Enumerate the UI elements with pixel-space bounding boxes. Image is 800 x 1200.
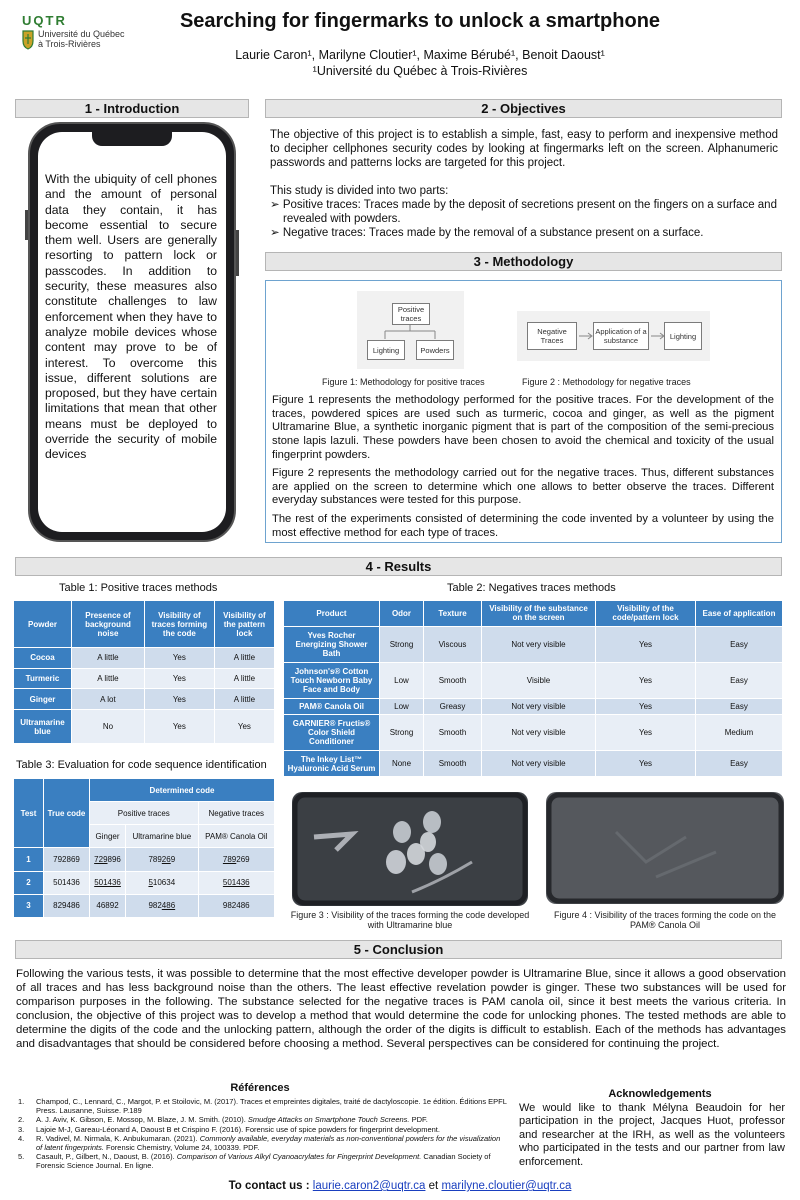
table-cell: Ginger xyxy=(90,825,126,848)
reference-item: 1. Champod, C., Lennard, C., Margot, P. et Stoilovic, M. (2017). Traces et empreintes digitales, traité de dactyloscopie. 1e édition. Éditions EPFL Press. Lausanne, Suisse. P.189 xyxy=(18,1097,507,1116)
table-header-cell: Determined code xyxy=(90,779,275,802)
table-cell: None xyxy=(380,751,424,777)
figure-1-caption: Figure 1: Methodology for positive traces xyxy=(322,377,485,387)
table-cell: Yves Rocher Energizing Shower Bath xyxy=(284,626,380,662)
table-cell: Smooth xyxy=(424,714,482,750)
table-cell: A little xyxy=(214,689,274,710)
section-heading-introduction: 1 - Introduction xyxy=(15,99,249,118)
table-row xyxy=(14,894,275,917)
acknowledgements-title: Acknowledgements xyxy=(608,1088,712,1100)
table-cell: Yes xyxy=(144,710,214,744)
conclusion-text: Following the various tests, it was possible to determine that the most effective developer powder is Ultramarine Blue, since it allows a good observation of all traces and has less background noise than the others. The least effective revelation powder is ginger. These two substances will be used for comparison purposes in the following. The substance selected for the negative traces is PAM canola oil, since it best meets the various criteria. In conclusion, the objective of this project was to develop a method that would determine the code for unlocking phones. The tested methods are able to determine the digits of the code and the unlocking pattern, although the order of the digits is difficult to establish. Each of the methods has advantages and disadvantages that should be considered before choosing a method. Several perspectives can be considered for continuing the project. xyxy=(16,968,786,1050)
table-cell: Low xyxy=(380,663,424,699)
table-cell: Yes xyxy=(596,714,696,750)
table-header-row xyxy=(14,601,275,648)
table-row xyxy=(284,751,783,777)
affiliation: ¹Université du Québec à Trois-Rivières xyxy=(312,64,528,78)
table-cell: 789269 xyxy=(198,848,274,871)
table-cell: Ultramarine blue xyxy=(126,825,198,848)
logo-crest-icon xyxy=(22,30,34,50)
table-row xyxy=(14,668,275,689)
table-cell: Strong xyxy=(380,626,424,662)
table-cell: 829486 xyxy=(44,894,90,917)
table-header-cell: Visibility of the code/pattern lock xyxy=(596,601,696,627)
table-cell: Negative traces xyxy=(198,802,274,825)
table-cell: A little xyxy=(72,648,145,669)
table-header-row xyxy=(14,779,275,802)
table-cell: No xyxy=(72,710,145,744)
phone-power-button xyxy=(236,230,239,276)
flow-box-powders: Powders xyxy=(416,340,454,360)
table-cell: 501436 xyxy=(44,871,90,894)
table-header-cell: Presence of background noise xyxy=(72,601,145,648)
phone-notch xyxy=(92,132,172,146)
table-cell: 792869 xyxy=(44,848,90,871)
list-item: ➢ Negative traces: Traces made by the removal of a substance present on a surface. xyxy=(270,227,704,239)
table-row xyxy=(284,626,783,662)
table-cell: Easy xyxy=(696,626,783,662)
table-header-row xyxy=(284,601,783,627)
table-cell: Smooth xyxy=(424,663,482,699)
table-cell: Easy xyxy=(696,699,783,715)
authors: Laurie Caron¹, Marilyne Cloutier¹, Maxime Bérubé¹, Benoit Daoust¹ xyxy=(235,48,605,62)
table-cell: 789269 xyxy=(126,848,198,871)
table-cell: Johnson's® Cotton Touch Newborn Baby Face and Body xyxy=(284,663,380,699)
poster-title: Searching for fingermarks to unlock a smartphone xyxy=(179,10,661,32)
table-cell: A little xyxy=(214,648,274,669)
table-header-cell: Visibility of traces forming the code xyxy=(144,601,214,648)
table-cell: 1 xyxy=(14,848,44,871)
table-cell: Easy xyxy=(696,663,783,699)
table-cell: Not very visible xyxy=(482,699,596,715)
table-cell: Strong xyxy=(380,714,424,750)
table-header-cell: Powder xyxy=(14,601,72,648)
table-cell: Yes xyxy=(596,751,696,777)
logo-line1: Université du Québec xyxy=(38,29,125,39)
reference-item: 3. Lajoie M-J, Gareau-Léonard A, Daoust B et Crispino F. (2016). Forensic use of spice powders for fingerprint development. xyxy=(18,1124,440,1134)
reference-item: 4. R. Vadivel, M. Nirmala, K. Anbukumaran. (2021). Commonly available, everyday materials as non-conventional powders for the visualization of latent fingerprints. Forensic Chemistry, Volume 24, 100339. PDF. xyxy=(18,1133,501,1153)
table-cell: 982486 xyxy=(126,894,198,917)
flow-box-application: Application of a substance xyxy=(593,322,649,350)
figure-3-fingermarks xyxy=(292,792,528,906)
section-heading-conclusion: 5 - Conclusion xyxy=(15,940,782,959)
table-cell: Yes xyxy=(596,626,696,662)
figure-3-caption: Figure 3 : Visibility of the traces forming the code developed with Ultramarine blue xyxy=(290,910,530,930)
logo-text xyxy=(38,29,125,49)
table-cell: Yes xyxy=(144,648,214,669)
table-cell: 2 xyxy=(14,871,44,894)
table-cell: Ginger xyxy=(14,689,72,710)
objectives-list xyxy=(270,198,778,240)
phone-side-button xyxy=(25,210,28,240)
figure-4-oil-screen xyxy=(546,792,784,904)
table-cell: A lot xyxy=(72,689,145,710)
table-cell: Turmeric xyxy=(14,668,72,689)
methodology-paragraph-3: The rest of the experiments consisted of determining the code invented by a volunteer by using the most effective method for each type of traces. xyxy=(272,513,774,539)
table-3-caption: Table 3: Evaluation for code sequence identification xyxy=(16,759,267,771)
table-row xyxy=(14,648,275,669)
table-2-caption: Table 2: Negatives traces methods xyxy=(447,582,616,594)
table-cell: 46892 xyxy=(90,894,126,917)
table-cell: PAM® Canola Oil xyxy=(284,699,380,715)
acknowledgements-text: We would like to thank Mélyna Beaudoin for her participation in the project, Jacques Huot, professor and researcher at the IRH, as well as the volunteers who participated in the tests and our partner from law enforcement. xyxy=(519,1102,785,1168)
section-heading-methodology: 3 - Methodology xyxy=(265,252,782,271)
logo-line2: à Trois-Rivières xyxy=(38,39,101,49)
section-heading-objectives: 2 - Objectives xyxy=(265,99,782,118)
table-cell: Yes xyxy=(596,699,696,715)
table-cell: Visible xyxy=(482,663,596,699)
section-heading-results: 4 - Results xyxy=(15,557,782,576)
table-header-cell: Odor xyxy=(380,601,424,627)
table-cell: 982486 xyxy=(198,894,274,917)
table-cell: Yes xyxy=(144,668,214,689)
table-header-cell: Ease of application xyxy=(696,601,783,627)
table-cell: Easy xyxy=(696,751,783,777)
table-cell: 501436 xyxy=(198,871,274,894)
table-row xyxy=(14,871,275,894)
table-cell: Yes xyxy=(596,663,696,699)
references-list xyxy=(18,1097,508,1171)
table-cell: Viscous xyxy=(424,626,482,662)
contact-line xyxy=(150,1180,650,1192)
email-link-2[interactable]: marilyne.cloutier@uqtr.ca xyxy=(441,1180,572,1192)
table-header-cell: True code xyxy=(44,779,90,848)
table-cell: Greasy xyxy=(424,699,482,715)
logo-wordmark: UQTR xyxy=(22,13,67,28)
table-row xyxy=(14,689,275,710)
table-row xyxy=(14,710,275,744)
table-cell: Yes xyxy=(214,710,274,744)
table-cell: A little xyxy=(72,668,145,689)
table-code-identification xyxy=(13,778,275,918)
table-cell: Not very visible xyxy=(482,626,596,662)
email-link-1[interactable]: laurie.caron2@uqtr.ca xyxy=(312,1180,426,1192)
table-header-cell: Visibility of the substance on the screen xyxy=(482,601,596,627)
flow-box-positive-traces: Positive traces xyxy=(392,303,430,325)
table-1-caption: Table 1: Positive traces methods xyxy=(59,582,218,594)
introduction-text: With the ubiquity of cell phones and the amount of personal data they contain, it has become essential to secure them well. Users are generally resorting to pattern lock or passcodes. In addition to security, these measures also constitute challenges to law enforcement when they have to analyze mobile devices whose content may prove to be of interest. To overcome this issue, different solutions are proposed, but they have certain limitations that mean that other means must be deployed to override the security of mobile devices xyxy=(45,172,217,462)
figure-2-caption: Figure 2 : Methodology for negative traces xyxy=(522,377,691,387)
table-cell: Positive traces xyxy=(90,802,199,825)
table-cell: Ultramarine blue xyxy=(14,710,72,744)
flow-box-lighting: Lighting xyxy=(367,340,405,360)
table-cell: Not very visible xyxy=(482,751,596,777)
table-cell: 729896 xyxy=(90,848,126,871)
table-header-cell: Product xyxy=(284,601,380,627)
uqtr-logo xyxy=(22,13,86,28)
table-header-cell: Texture xyxy=(424,601,482,627)
reference-item: 2. A. J. Aviv, K. Gibson, E. Mossop, M. Blaze, J. M. Smith. (2010). Smudge Attacks on Smartphone Touch Screens. PDF. xyxy=(18,1115,428,1125)
table-cell: Cocoa xyxy=(14,648,72,669)
flow-box-negative-traces: Negative Traces xyxy=(527,322,577,350)
figure-4-caption: Figure 4 : Visibility of the traces forming the code on the PAM® Canola Oil xyxy=(554,910,776,930)
objectives-paragraph: The objective of this project is to establish a simple, fast, easy to perform and inexpensive method to decipher cellphones security codes by looking at fingermarks left on the screen. Alphanumeric passwords and patterns locks are targeted for this project. xyxy=(270,129,778,169)
flow-box-lighting-2: Lighting xyxy=(664,322,702,350)
table-row xyxy=(284,663,783,699)
table-cell: GARNIER® Fructis® Color Shield Conditioner xyxy=(284,714,380,750)
table-cell: PAM® Canola Oil xyxy=(198,825,274,848)
table-cell: 510634 xyxy=(126,871,198,894)
table-cell: 3 xyxy=(14,894,44,917)
table-cell: Low xyxy=(380,699,424,715)
table-cell: Yes xyxy=(144,689,214,710)
contact-joiner: et xyxy=(428,1180,439,1192)
table-header-cell: Test xyxy=(14,779,44,848)
table-cell: A little xyxy=(214,668,274,689)
contact-label: To contact us : xyxy=(228,1180,310,1192)
methodology-paragraph-1: Figure 1 represents the methodology performed for the positive traces. For the development of the traces, powdered spices are used such as turmeric, cocoa and ginger, as well as the pigment Ultramarine Blue, a synthetic inorganic pigment that is part of the composition of the semi-precious stone lapis lazuli. These powders have been chosen to avoid the chemical and toxicity of the usual fingerprint powders. xyxy=(272,394,774,461)
table-cell: The Inkey List™ Hyaluronic Acid Serum xyxy=(284,751,380,777)
table-cell: Smooth xyxy=(424,751,482,777)
methodology-paragraph-2: Figure 2 represents the methodology carried out for the negative traces. Thus, different substances are applied on the screen to determine which one allows to better observe the traces. Different everyday substances were tested for this purpose. xyxy=(272,467,774,507)
references-title: Références xyxy=(230,1082,290,1094)
table-positive-traces xyxy=(13,600,275,744)
reference-item: 5. Casault, P., Gilbert, N., Daoust, B. (2016). Comparison of Various Alkyl Cyanoacrylates for Fingerprint Development. Canadian Society of Forensic Science Journal. En ligne. xyxy=(18,1152,491,1171)
table-cell: Not very visible xyxy=(482,714,596,750)
table-row xyxy=(284,714,783,750)
objectives-parts-intro: This study is divided into two parts: xyxy=(270,185,449,197)
table-row xyxy=(284,699,783,715)
table-negative-traces xyxy=(283,600,783,777)
table-cell: Medium xyxy=(696,714,783,750)
list-item: ➢ Positive traces: Traces made by the deposit of secretions present on the fingers on a surface and revealed with powders. xyxy=(270,199,777,225)
table-row xyxy=(14,848,275,871)
table-header-cell: Visibility of the pattern lock xyxy=(214,601,274,648)
table-cell: 501436 xyxy=(90,871,126,894)
